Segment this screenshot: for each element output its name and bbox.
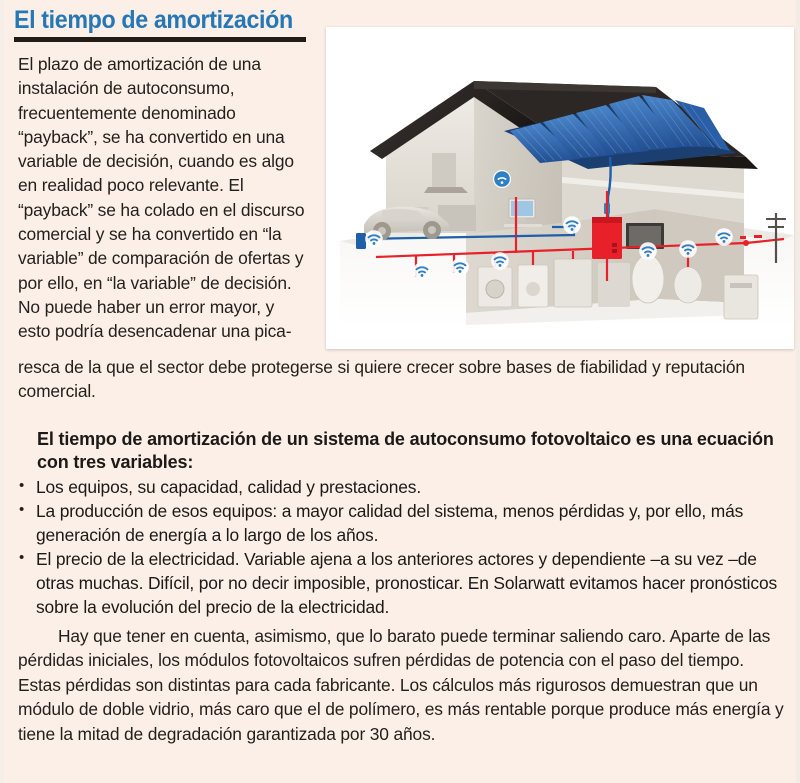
list-item: • El precio de la electricidad. Variable ajena a los anteriores actores y dependiente –a su vez –de otras muchas. Difícil, por no decir imposible, pronosticar. En Solarwatt evitamos hacer pronósticos sobre la evolución del precio de la electricidad. <box>18 547 790 619</box>
illustration-canvas <box>326 27 794 349</box>
intro-column-text <box>18 52 306 344</box>
wallbox-charger <box>356 233 366 249</box>
house-photovoltaic-illustration <box>326 27 794 349</box>
lead-heading: El tiempo de amortización de un sistema de autoconsumo fotovoltaico es una ecuación con tres variables: <box>37 429 774 472</box>
list-item: • La producción de esos equipos: a mayor calidad del sistema, menos pérdidas y, por ello, más generación de energía a lo largo de los años. <box>18 499 790 547</box>
list-item: • Los equipos, su capacidad, calidad y prestaciones. <box>18 475 790 499</box>
equation-variables-block <box>18 428 790 620</box>
inverter-red-box <box>592 217 622 259</box>
variables-bullet-list <box>18 475 790 620</box>
title-block <box>14 6 314 42</box>
battery-storage <box>724 275 758 319</box>
wiring-node <box>743 240 749 246</box>
title-underline-rule <box>14 37 306 42</box>
intro-paragraph-wrap: resca de la que el sector debe protegerse si quiere crecer sobre bases de fiabilidad y reputación comercial. <box>18 357 745 402</box>
intro-wrap-text <box>18 355 790 404</box>
page-title: El tiempo de amortización <box>14 6 293 34</box>
intro-paragraph-column: El plazo de amortización de una instalación de autoconsumo, frecuentemente denominado “payback”, se ha convertido en una variable de decisión, cuando es algo en realidad poco relevante. El “payback” se ha colado en el discurso comercial y se ha convertido en “la variable” de comparación de ofertas y por ello, en “la variable” de decisión. No puede haber un error mayor, y esto podría desencadenar una pica- <box>18 54 305 342</box>
closing-paragraph: Hay que tener en cuenta, asimismo, que lo barato puede terminar saliendo caro. Aparte de las pérdidas iniciales, los módulos fotovoltaicos sufren pérdidas de potencia con el paso del tiempo. Estas pérdidas son distintas para cada fabricante. Los cálculos más rigurosos demuestran que un módulo de doble vidrio, más caro que el de polímero, es más rentable porque produce más energía y tiene la mitad de degradación garantizada por 30 años. <box>18 626 784 744</box>
closing-text <box>18 624 790 746</box>
